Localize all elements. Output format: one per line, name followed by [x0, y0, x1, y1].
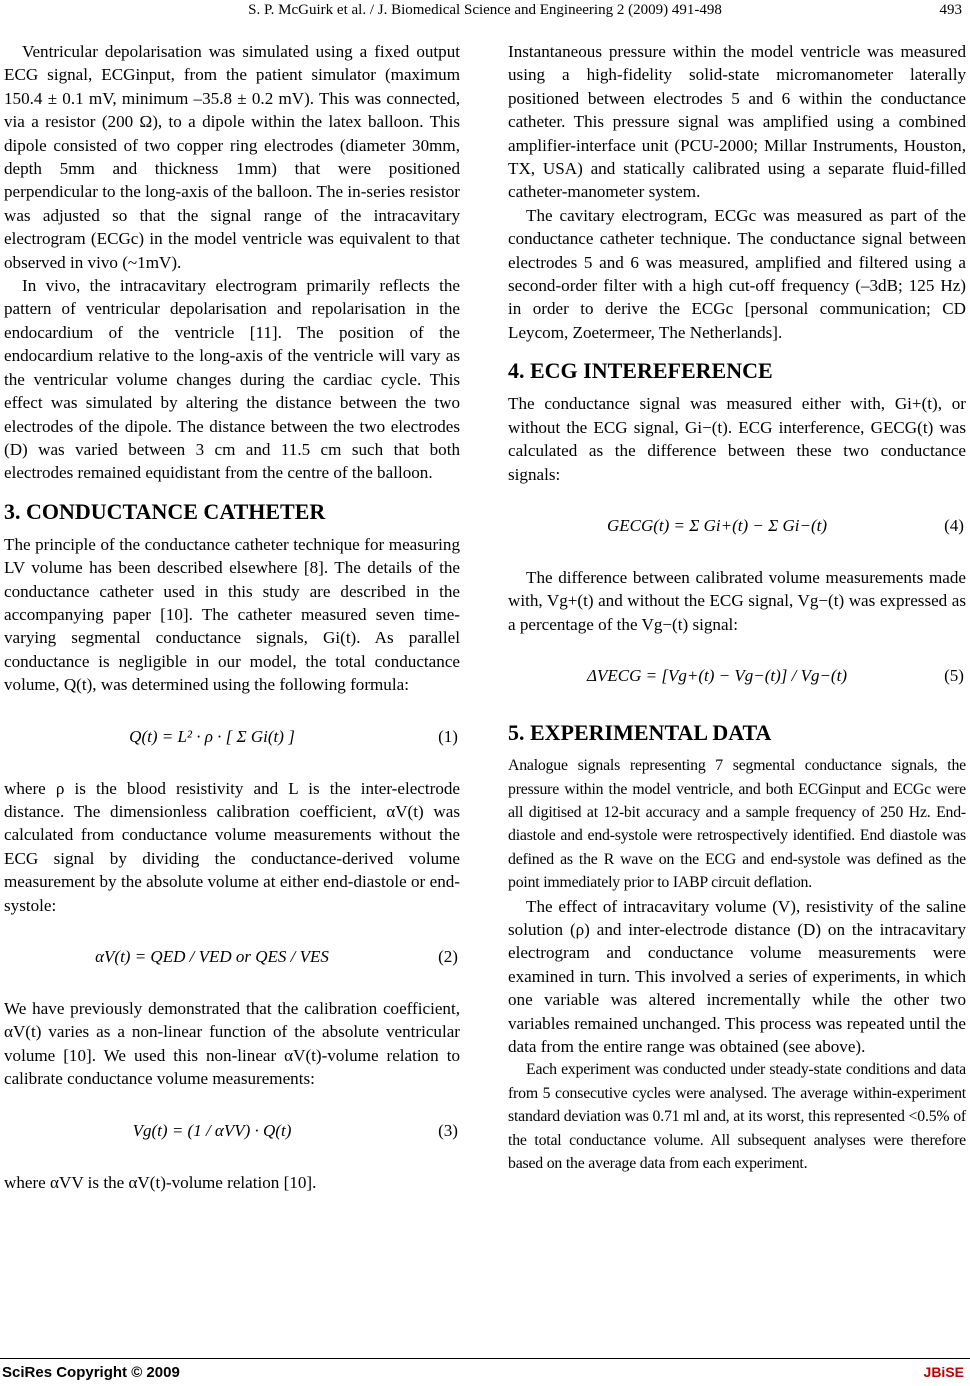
- copyright-notice: SciRes Copyright © 2009: [2, 1364, 180, 1381]
- paragraph: Ventricular depolarisation was simulated using a fixed output ECG signal, ECGinput, from the patient simulator (maximum 150.4 ± 0.1 mV, minimum –35.8 ± 0.2 mV). This was connected, via a resistor (200 Ω), to a dipole within the latex balloon. This dipole consisted of two copper ring electrodes (diameter 30mm, depth 5mm and thickness 1mm) that were positioned perpendicular to the long-axis of the balloon. The in-series resistor was adjusted so that the signal range of the intracavitary electrogram (ECGc) in the model ventricle was equivalent to that observed in vivo (~1mV).: [4, 42, 460, 272]
- equation-body: Q(t) = L² · ρ · [ Σ Gi(t) ]: [129, 726, 295, 746]
- paragraph: Analogue signals representing 7 segmental conductance signals, the pressure within the model ventricle, and both ECGinput and ECGc were all digitised at 12-bit accuracy and a sample frequency of 250 Hz. End-diastole and end-systole were retrospectively identified. End diastole was defined as the R wave on the ECG and end-systole was defined as the point immediately prior to IABP circuit deflation.: [508, 757, 966, 892]
- equation-number: (4): [944, 515, 964, 535]
- equation-body: αV(t) = QED / VED or QES / VES: [95, 947, 329, 966]
- right-column: [508, 40, 966, 1175]
- paragraph: Each experiment was conducted under steady-state conditions and data from 5 consecutive cycles were analysed. The average within-experiment standard deviation was 0.71 ml and, at its worst, this represented <0.5% of the total conductance volume. All subsequent analyses were therefore based on the average data from each experiment.: [508, 1061, 966, 1173]
- equation-body: ΔVECG = [Vg+(t) − Vg−(t)] / Vg−(t): [587, 666, 847, 686]
- running-header: [0, 2, 970, 24]
- equation-2: [4, 927, 460, 987]
- equation-1: [4, 707, 460, 767]
- footer-rule: [0, 1358, 970, 1359]
- paragraph: The difference between calibrated volume measurements made with, Vg+(t) and without the ECG signal, Vg−(t) was expressed as a percentage of the Vg−(t) signal:: [508, 567, 966, 634]
- equation-body: Vg(t) = (1 / αVV) · Q(t): [132, 1120, 292, 1140]
- equation-4: [508, 496, 966, 556]
- equation-number: (1): [438, 726, 458, 746]
- running-title: S. P. McGuirk et al. / J. Biomedical Science and Engineering 2 (2009) 491-498: [248, 2, 722, 18]
- equation-3: [4, 1101, 460, 1161]
- paragraph: where αVV is the αV(t)-volume relation [10].: [4, 1172, 317, 1192]
- paragraph: where ρ is the blood resistivity and L is the inter-electrode distance. The dimensionless calibration coefficient, αV(t) was calculated from conductance volume measurements without the ECG signal by dividing the conductance-derived volume measurement by the absolute volume at either end-diastole or end-systole:: [4, 778, 460, 915]
- left-column: [4, 40, 460, 1194]
- section-heading: 3. CONDUCTANCE CATHETER: [4, 498, 326, 524]
- section-heading: 4. ECG INTEREFERENCE: [508, 358, 773, 384]
- paragraph: We have previously demonstrated that the calibration coefficient, αV(t) varies as a non-linear function of the absolute ventricular volume [10]. We used this non-linear αV(t)-volume relation to calibrate conductance volume measurements:: [4, 999, 460, 1089]
- equation-number: (5): [944, 666, 964, 686]
- section-heading: 5. EXPERIMENTAL DATA: [508, 720, 772, 746]
- page-footer: [0, 1354, 970, 1386]
- paragraph: In vivo, the intracavitary electrogram primarily reflects the pattern of ventricular depolarisation and repolarisation in the endocardium of the ventricle [11]. The position of the endocardium relative to the long-axis of the ventricle will vary as the ventricular volume changes during the cardiac cycle. This effect was simulated by altering the distance between the two electrodes of the dipole. The distance between the two electrodes (D) was varied between 3 cm and 11.5 cm such that both electrodes remained equidistant from the centre of the balloon.: [4, 276, 460, 483]
- equation-body: GECG(t) = Σ Gi+(t) − Σ Gi−(t): [606, 515, 827, 535]
- paragraph: The principle of the conductance catheter technique for measuring LV volume has been described elsewhere [8]. The details of the conductance catheter used in this study are described in the accompanying paper [10]. The catheter measured seven time-varying segmental conductance signals, Gi(t). As parallel conductance is negligible in our model, the total conductance volume, Q(t), was determined using the following formula:: [4, 534, 460, 695]
- paragraph: Instantaneous pressure within the model ventricle was measured using a high-fidelity solid-state micromanometer laterally positioned between electrodes 5 and 6 within the conductance catheter. This pressure signal was amplified using a combined amplifier-interface unit (PCU-2000; Millar Instruments, Houston, TX, USA) and statically calibrated using a separate fluid-filled catheter-manometer system.: [508, 42, 966, 202]
- equation-number: (3): [438, 1120, 458, 1140]
- paragraph: The cavitary electrogram, ECGc was measured as part of the conductance catheter technique. The conductance signal between electrodes 5 and 6 was measured, amplified and filtered using a second-order filter with a high cut-off frequency (–3dB; 125 Hz) in order to derive the ECGc [personal communication; CD Leycom, Zoetermeer, The Netherlands].: [508, 205, 966, 342]
- paragraph: The effect of intracavitary volume (V), resistivity of the saline solution (ρ) and inter-electrode distance (D) on the intracavitary electrogram and conductance volume measurements were examined in turn. This involved a series of experiments, in which one variable was altered incrementally while the other two variables remained unchanged. This process was repeated until the data from the entire range was obtained (see above).: [508, 896, 966, 1056]
- page-number: 493: [939, 2, 962, 18]
- paragraph: The conductance signal was measured either with, Gi+(t), or without the ECG signal, Gi−(t). ECG interference, GECG(t) was calculated as the difference between these two conductance signals:: [508, 394, 966, 484]
- journal-abbreviation: JBiSE: [923, 1364, 964, 1380]
- equation-number: (2): [438, 947, 458, 966]
- equation-5: [508, 646, 966, 706]
